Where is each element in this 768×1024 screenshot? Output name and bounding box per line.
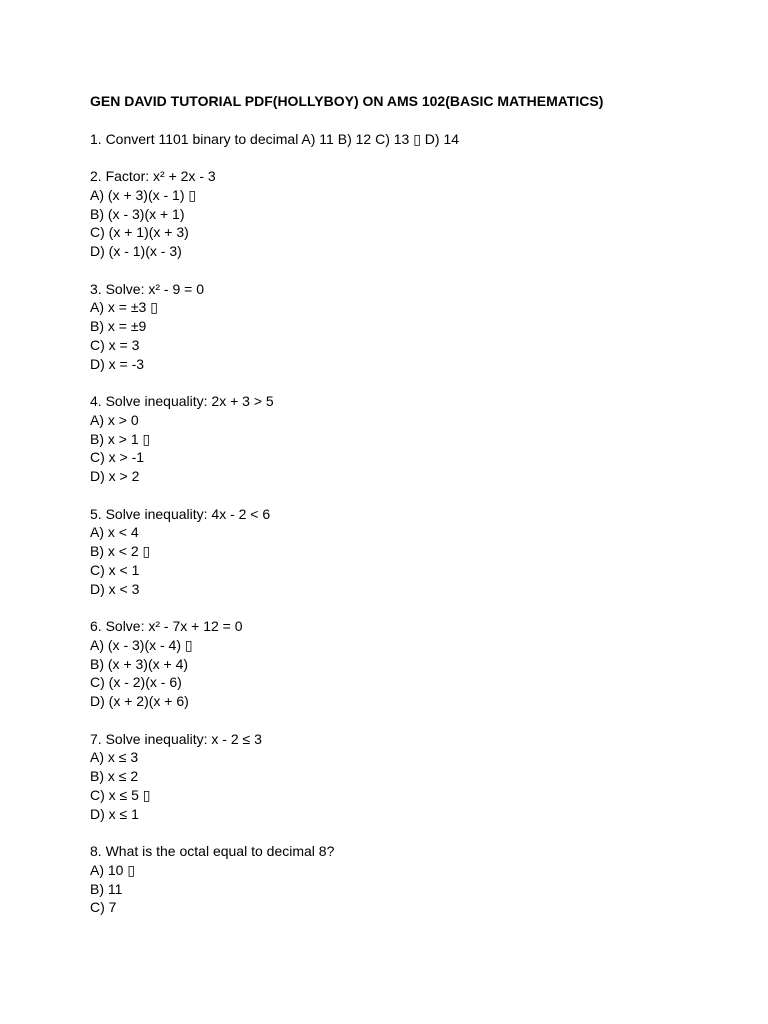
question-1: 1. Convert 1101 binary to decimal A) 11 B) 12 C) 13 ▯ D) 14 — [90, 130, 460, 147]
answer-option: B) x > 1 ▯ — [90, 430, 151, 447]
question-stem: 4. Solve inequality: 2x + 3 > 5 — [90, 393, 274, 409]
answer-option: C) x ≤ 5 ▯ — [90, 786, 151, 803]
question-4 — [90, 392, 730, 486]
answer-option: A) 10 ▯ — [90, 861, 136, 878]
question-8 — [90, 842, 730, 917]
question-3 — [90, 280, 730, 374]
answer-option: C) x < 1 — [90, 561, 140, 578]
answer-option: D) x = -3 — [90, 355, 145, 372]
answer-option: B) (x - 3)(x + 1) — [90, 205, 185, 222]
answer-option: B) 11 — [90, 880, 123, 897]
document-page — [90, 92, 730, 917]
answer-option: D) (x - 1)(x - 3) — [90, 243, 182, 259]
answer-option: A) (x + 3)(x - 1) ▯ — [90, 186, 197, 203]
answer-option: C) 7 — [90, 899, 117, 916]
question-stem: 6. Solve: x² - 7x + 12 = 0 — [90, 618, 243, 634]
answer-option: C) (x - 2)(x - 6) — [90, 674, 182, 691]
question-stem: 2. Factor: x² + 2x - 3 — [90, 168, 216, 184]
answer-option: B) x ≤ 2 — [90, 768, 139, 784]
answer-option: C) x > -1 — [90, 449, 145, 466]
document-title: GEN DAVID TUTORIAL PDF(HOLLYBOY) ON AMS 102(BASIC MATHEMATICS) — [90, 93, 604, 109]
question-6 — [90, 617, 730, 711]
question-stem: 5. Solve inequality: 4x - 2 < 6 — [90, 505, 271, 522]
question-stem: 7. Solve inequality: x - 2 ≤ 3 — [90, 730, 262, 747]
answer-option: A) x < 4 — [90, 524, 139, 541]
question-stem: 8. What is the octal equal to decimal 8? — [90, 843, 335, 859]
answer-option: D) (x + 2)(x + 6) — [90, 693, 189, 709]
answer-option: B) x < 2 ▯ — [90, 543, 151, 559]
question-7 — [90, 730, 730, 824]
answer-option: B) x = ±9 — [90, 318, 147, 334]
answer-option: C) x = 3 — [90, 336, 140, 353]
question-2 — [90, 167, 730, 261]
answer-option: C) (x + 1)(x + 3) — [90, 224, 189, 241]
answer-option: A) x > 0 — [90, 411, 139, 428]
answer-option: D) x > 2 — [90, 468, 140, 484]
answer-option: A) x = ±3 ▯ — [90, 299, 158, 316]
answer-option: D) x < 3 — [90, 580, 140, 597]
question-stem: 3. Solve: x² - 9 = 0 — [90, 280, 204, 297]
answer-option: B) (x + 3)(x + 4) — [90, 655, 189, 672]
answer-option: A) x ≤ 3 — [90, 749, 139, 766]
answer-option: A) (x - 3)(x - 4) ▯ — [90, 636, 193, 653]
answer-option: D) x ≤ 1 — [90, 805, 139, 822]
question-5 — [90, 505, 730, 599]
